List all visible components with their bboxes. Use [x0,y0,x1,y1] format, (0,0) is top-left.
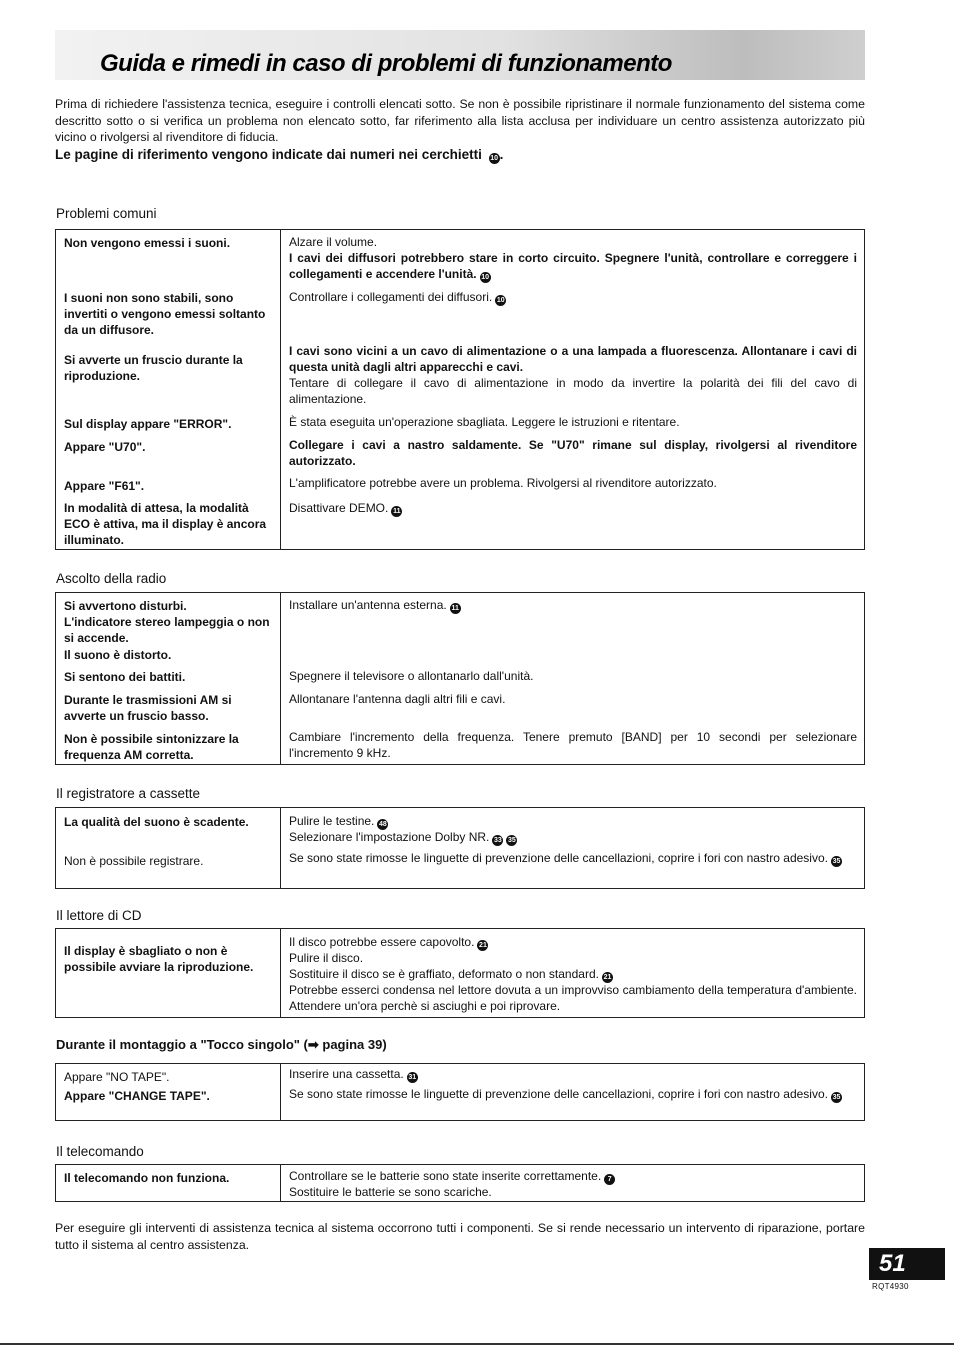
column-divider [280,1064,281,1120]
solution-cell [289,250,857,283]
problem-cell: Appare "CHANGE TAPE". [64,1089,210,1103]
solution-text: Il disco potrebbe essere capovolto. [289,935,475,949]
problem-cell: Durante le trasmissioni AM si avverte un fruscio basso. [64,693,232,723]
page-ref-icon: 11 [393,508,401,515]
solution-cell [289,1066,857,1083]
table-cd [55,928,865,1018]
problem-cell: Appare "U70". [64,440,146,454]
solution-cell [289,813,857,830]
solution-cell: I cavi sono vicini a un cavo di alimentazione o a una lampada a fluorescenza. Allontanare i cavi di questa unità dagli altri apparecchi e cavi. [289,344,857,374]
problem-cell: Non è possibile sintonizzare la frequenza AM corretta. [64,732,239,762]
solution-text: Disattivare DEMO. [289,501,389,515]
table-radio [55,592,865,765]
solution-text: Controllare i collegamenti dei diffusori. [289,290,493,304]
solution-cell [289,500,857,517]
solution-cell [289,934,857,951]
column-divider [280,929,281,1017]
solution-cell: L'amplificatore potrebbe avere un problema. Rivolgersi al rivenditore autorizzato. [289,476,717,490]
page-ref-icon: 31 [408,1074,417,1081]
solution-cell: Tentare di collegare il cavo di alimentazione in modo da invertire la polarità dei fili del cavo di alimentazione. [289,376,857,406]
problem-cell: Appare "F61". [64,479,145,493]
page-ref-icon: 33 [493,837,502,844]
solution-cell [289,829,857,846]
page-ref-icon: 35 [832,1094,841,1101]
column-divider [280,230,281,549]
solution-text: Inserire una cassetta. [289,1067,404,1081]
intro-paragraph: Prima di richiedere l'assistenza tecnica, eseguire i controlli elencati sotto. Se non è possibile ripristinare il normale funzionamento del sistema come descritto sotto o si verifica un problema non elencato sotto, far riferimento alla lista acclusa per individuare un centro assistenza autorizzato più vicino o rivolgersi al rivenditore di fiducia. [55,97,865,144]
section-title-tocco: Durante il montaggio a "Tocco singolo" (➡ pagina 39) [56,1037,387,1052]
solution-text: Controllare se le batterie sono state inserite correttamente. [289,1169,602,1183]
page-ref-icon: 10 [481,274,489,281]
page-ref-icon: 35 [832,858,841,865]
solution-text: Pulire le testine. [289,814,375,828]
page-ref-icon: 11 [451,605,459,612]
solution-text: Selezionare l'impostazione Dolby NR. [289,830,490,844]
problem-cell: Il telecomando non funziona. [64,1171,230,1185]
page-title: Guida e rimedi in caso di problemi di funzionamento [100,50,672,77]
page-ref-icon: 10 [496,297,505,304]
solution-cell [289,289,857,306]
solution-cell [289,966,857,983]
problem-cell: L'indicatore stereo lampeggia o non si accende. [64,615,270,645]
section-title-comuni: Problemi comuni [56,206,157,221]
page-number: 51 [879,1250,906,1277]
section-title-telecomando: Il telecomando [56,1144,144,1159]
solution-cell: Spegnere il televisore o allontanarlo dall'unità. [289,669,534,683]
solution-cell: Sostituire le batterie se sono scariche. [289,1185,492,1199]
page-ref-icon: 7 [604,1174,615,1185]
page-ref-icon: 35 [507,837,516,844]
table-comuni [55,229,865,550]
solution-cell: È stata eseguita un'operazione sbagliata. Leggere le istruzioni e ritentare. [289,415,680,429]
solution-cell [289,1168,857,1185]
solution-cell: Alzare il volume. [289,235,378,249]
section-title-cd: Il lettore di CD [56,908,142,923]
problem-cell: Il suono è distorto. [64,648,172,662]
footer-paragraph: Per eseguire gli interventi di assistenza tecnica al sistema occorrono tutti i componenti. Se si rende necessario un intervento di riparazione, portare tutto il sistema al centro assistenza. [55,1221,865,1252]
problem-cell: Si avverte un fruscio durante la riproduzione. [64,353,243,383]
problem-cell: I suoni non sono stabili, sono invertiti o vengono emessi soltanto da un diffusore. [64,291,266,337]
problem-cell: In modalità di attesa, la modalità ECO è attiva, ma il display è ancora illuminato. [64,501,267,547]
solution-cell [289,597,857,614]
solution-cell [289,1086,857,1103]
problem-cell: Appare "NO TAPE". [64,1070,170,1084]
page-number-box [869,1248,945,1280]
table-cassette [55,807,865,889]
solution-text: Se sono state rimosse le linguette di prevenzione delle cancellazioni, coprire i fori con nastro adesivo. [289,1087,828,1101]
reference-note: Le pagine di riferimento vengono indicate dai numeri nei cerchietti 10 . [55,147,504,162]
solution-cell: Cambiare l'incremento della frequenza. Tenere premuto [BAND] per 10 secondi per selezionare l'incremento 9 kHz. [289,730,857,760]
problem-cell: Il display è sbagliato o non è possibile avviare la riproduzione. [64,944,254,974]
solution-text: Installare un'antenna esterna. [289,598,447,612]
column-divider [280,808,281,888]
solution-text: Sostituire il disco se è graffiato, deformato o non standard. [289,967,599,981]
bottom-rule [0,1343,954,1345]
problem-cell: Non vengono emessi i suoni. [64,236,231,250]
solution-cell [289,850,857,867]
reference-note-text: Le pagine di riferimento vengono indicate dai numeri nei cerchietti [55,147,482,162]
section-title-radio: Ascolto della radio [56,571,167,586]
page-ref-icon: 10 [490,155,498,162]
solution-text: Se sono state rimosse le linguette di prevenzione delle cancellazioni, coprire i fori con nastro adesivo. [289,851,828,865]
solution-cell: Allontanare l'antenna dagli altri fili e cavi. [289,692,506,706]
problem-cell: Si avvertono disturbi. [64,599,187,613]
column-divider [280,1165,281,1201]
problem-cell: La qualità del suono è scadente. [64,815,249,829]
solution-cell: Potrebbe esserci condensa nel lettore dovuta a un improvviso cambiamento della temperatura d'ambiente. Attendere un'ora perchè si asciughi e poi riprovare. [289,983,857,1013]
problem-cell: Non è possibile registrare. [64,854,204,868]
page-ref-icon: 21 [603,974,612,981]
problem-cell: Sul display appare "ERROR". [64,417,232,431]
table-tocco [55,1063,865,1121]
section-title-cassette: Il registratore a cassette [56,786,201,801]
page-ref-icon: 48 [378,821,387,828]
solution-cell: Collegare i cavi a nastro saldamente. Se "U70" rimane sul display, rivolgersi al rivenditore autorizzato. [289,438,857,468]
problem-cell: Si sentono dei battiti. [64,670,186,684]
column-divider [280,593,281,764]
document-code: RQT4930 [872,1282,909,1291]
solution-text: I cavi dei diffusori potrebbero stare in corto circuito. Spegnere l'unità, controllare e correggere i collegamenti e accendere l'unità. [289,251,857,281]
page-ref-icon: 21 [479,942,487,949]
solution-cell: Pulire il disco. [289,951,364,965]
table-telecomando [55,1164,865,1202]
